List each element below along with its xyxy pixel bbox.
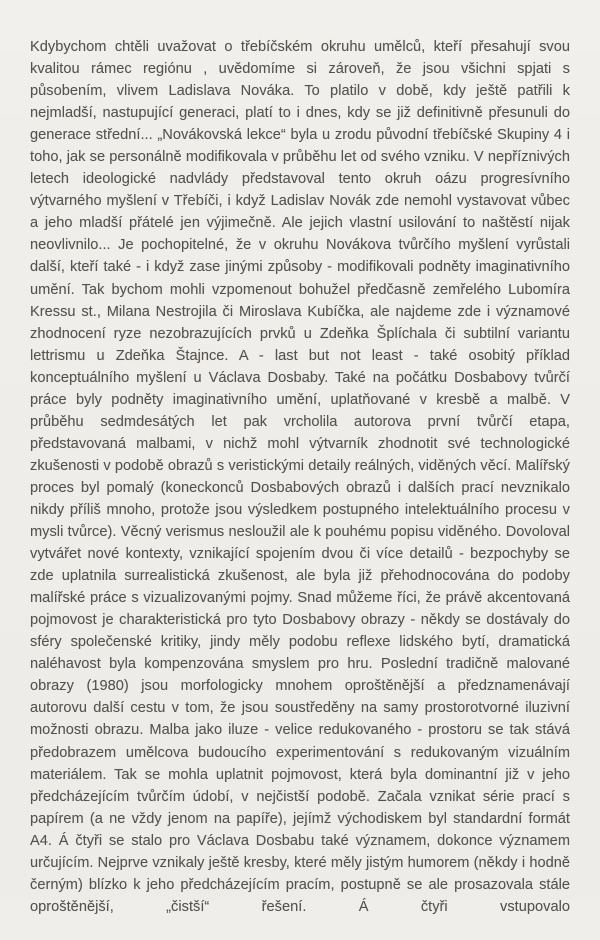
page-text-block xyxy=(30,36,570,940)
body-paragraph: Kdybychom chtěli uvažovat o třebíčském okruhu umělců, kteří přesahují svou kvalitou rámec regiónu , uvědomíme si zároveň, že jsou všichni spjati s působením, vlivem Ladislava Nováka. To platilo v době, kdy ještě patřili k nejmladší, nastupující generaci, platí to i dnes, kdy se již definitivně přesunuli do generace střední... „Novákovská lekce“ byla u zrodu původní třebíčské Skupiny 4 i toho, jak se personálně modifikovala v průběhu let od svého vzniku. V nepříznivých letech ideologické nadvlády představoval tento okruh oázu progresívního výtvarného myšlení v Třebíči, i když Ladislav Novák zde nemohl vystavovat vůbec a jeho mladší přátelé jen výjimečně. Ale jejich vlastní usilování to naštěstí nijak neovlivnilo... Je pochopitelné, že v okruhu Novákova tvůrčího myšlení vyrůstali další, kteří také - i když zase jinými způsoby - modifikovali podněty imaginativního umění. Tak bychom mohli vzpomenout bohužel předčasně zemřelého Lubomíra Kressu st., Milana Nestrojila či Miroslava Kubíčka, ale najdeme zde i významové zhodnocení ryze nezobrazujících prvků u Zdeňka Šplíchala či subtilní variantu lettrismu u Zdeňka Štajnce. A - last but not least - také osobitý příklad konceptuálního myšlení u Václava Dosbaby. Také na počátku Dosbabovy tvůrčí práce byly podněty imaginativního umění, uplatňované v kresbě a malbě. V průběhu sedmdesátých let pak vrcholila autorova první tvůrčí etapa, představovaná malbami, v nichž mohl výtvarník zhodnotit své technologické zkušenosti v podobě obrazů s veristickými detaily reálných, viděných věcí. Malířský proces byl pomalý (koneckonců Dosbabových obrazů i dalších prací nevznikalo nikdy příliš mnoho, protože jsou výsledkem postupného intelektuálního procesu v mysli tvůrce). Věcný verismus nesloužil ale k pouhému popisu viděného. Dovoloval vytvářet nové kontexty, vznikající spojením dvou či více detailů - bezpochyby se zde uplatnila surrealistická zkušenost, ale byla již přehodnocována do podoby malířské práce s vizualizovanými pojmy. Snad můžeme říci, že právě akcentovaná pojmovost je charakteristická pro tyto Dosbabovy obrazy - někdy se dostávaly do sféry společenské kritiky, jindy měly podobu reflexe lidského bytí, dramatická naléhavost byla kompenzována smyslem pro hru. Poslední tradičně malované obrazy (1980) jsou morfologicky mnohem oproštěnější a předznamenávají autorovu další cestu v tom, že jsou soustředěny na samy prostorotvorné iluzivní možnosti obrazu. Malba jako iluze - velice redukovaného - prostoru se tak stává předobrazem umělcova budoucího experimentování s redukovaným vizuálním materiálem. Tak se mohla uplatnit pojmovost, která byla dominantní již v jeho předcházejícím tvůrčím údobí, v nejčistší podobě. Začala vznikat série prací s papírem (a ne vždy jenom na papíře), jejímž východiskem byl standardní formát A4. Á čtyři se stalo pro Václava Dosbabu také významem, dokonce významem určujícím. Nejprve vznikaly ještě kresby, které měly jistým humorem (někdy i hodně černým) blízko k jeho předcházejícím pracím, postupně se ale prosazovala stále oproštěnější, „čistší“ řešení. Á čtyři vstupovalo xyxy=(30,39,570,915)
